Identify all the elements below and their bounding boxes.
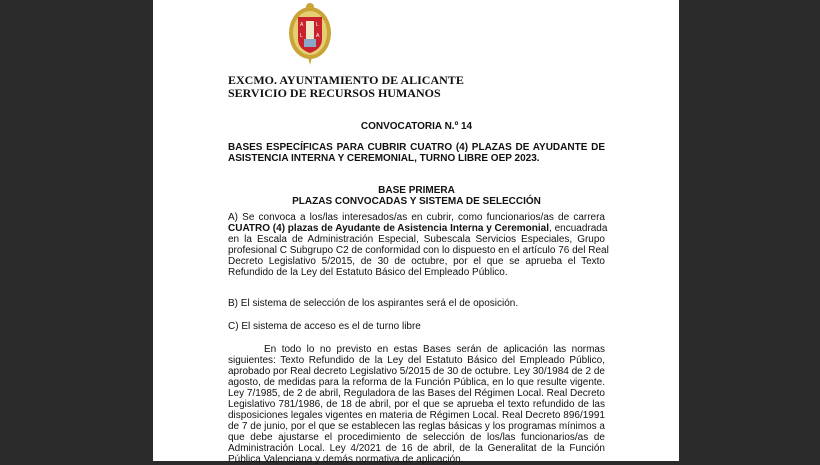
paragraph-d: [228, 344, 605, 465]
paragraph-b: B) El sistema de selección de los aspirantes será el de oposición.: [228, 298, 519, 309]
svg-text:L: L: [316, 22, 319, 28]
paragraph-line: aprobado por Real decreto Legislativo 5/2015 de 30 de octubre. Ley 30/1984 de 2 de: [228, 366, 605, 377]
paragraph-line: [228, 223, 608, 234]
paragraph-line: que debe ajustarse el procedimiento de selección de los/las funcionarios/as de: [228, 432, 605, 443]
paragraph-line: de 7 de junio, por el que se establecen las reglas básicas y los programas mínimos a: [228, 421, 605, 432]
paragraph-line: Legislativo 781/1986, de 18 de abril, por el que se aprueba el texto refundido de las: [228, 399, 605, 410]
svg-text:L: L: [300, 33, 303, 39]
paragraph-line: Pública Valenciana y demás normativa de aplicación.: [228, 454, 464, 465]
section-number: BASE PRIMERA: [378, 185, 455, 196]
paragraph-line: en la Escala de Administración Especial, Subescala Servicios Especiales, Grupo: [228, 234, 605, 245]
title-line: ASISTENCIA INTERNA Y CEREMONIAL, TURNO LIBRE OEP 2023.: [228, 153, 540, 164]
alicante-crest-logo: [286, 1, 334, 67]
paragraph-line: En todo lo no previsto en estas Bases serán de aplicación las normas: [264, 344, 605, 355]
section-title: PLAZAS CONVOCADAS Y SISTEMA DE SELECCIÓN: [292, 196, 541, 207]
convocatoria-number: CONVOCATORIA N.º 14: [360, 121, 473, 132]
text: , encuadrada: [549, 223, 608, 234]
svg-text:A: A: [316, 33, 320, 39]
issuer-department: SERVICIO DE RECURSOS HUMANOS: [228, 86, 441, 100]
issuer-header: [228, 74, 464, 100]
paragraph-line: Administración Local. Ley 4/2021 de 16 de abril, de la Generalitat de la Función: [228, 443, 605, 454]
svg-text:A: A: [300, 22, 304, 28]
paragraph-line: agosto, de medidas para la reforma de la Función Pública, en lo que resulte vigente.: [228, 377, 605, 388]
section-heading: [228, 185, 605, 207]
issuer-name: EXCMO. AYUNTAMIENTO DE ALICANTE: [228, 73, 464, 87]
document-page: [153, 0, 679, 465]
paragraph-line: Decreto Legislativo 5/2015, de 30 de octubre, por el que se aprueba el Texto: [228, 256, 605, 267]
document-title: [228, 142, 605, 164]
paragraph-line: profesional C Subgrupo C2 de conformidad con lo dispuesto en el artículo 76 del Real: [228, 245, 609, 256]
paragraph-line: siguientes: Texto Refundido de la Ley del Estatuto Básico del Empleado Público,: [228, 355, 605, 366]
paragraph-a: [228, 212, 609, 278]
paragraph-line: Ley 7/1985, de 2 de abril, Reguladora de las Bases del Régimen Local. Real Decreto: [228, 388, 605, 399]
title-line: BASES ESPECÍFICAS PARA CUBRIR CUATRO (4) PLAZAS DE AYUDANTE DE: [228, 142, 605, 153]
bold-positions: CUATRO (4) plazas de Ayudante de Asistencia Interna y Ceremonial: [228, 223, 550, 234]
paragraph-line: disposiciones legales vigentes en materia de Régimen Local. Real Decreto 896/1991: [228, 410, 605, 421]
paragraph-line: Refundido de la Ley del Estatuto Básico del Empleado Público.: [228, 267, 508, 278]
paragraph-c: C) El sistema de acceso es el de turno libre: [228, 321, 421, 332]
paragraph-line: A) Se convoca a los/las interesados/as en cubrir, como funcionarios/as de carrera: [228, 212, 605, 223]
